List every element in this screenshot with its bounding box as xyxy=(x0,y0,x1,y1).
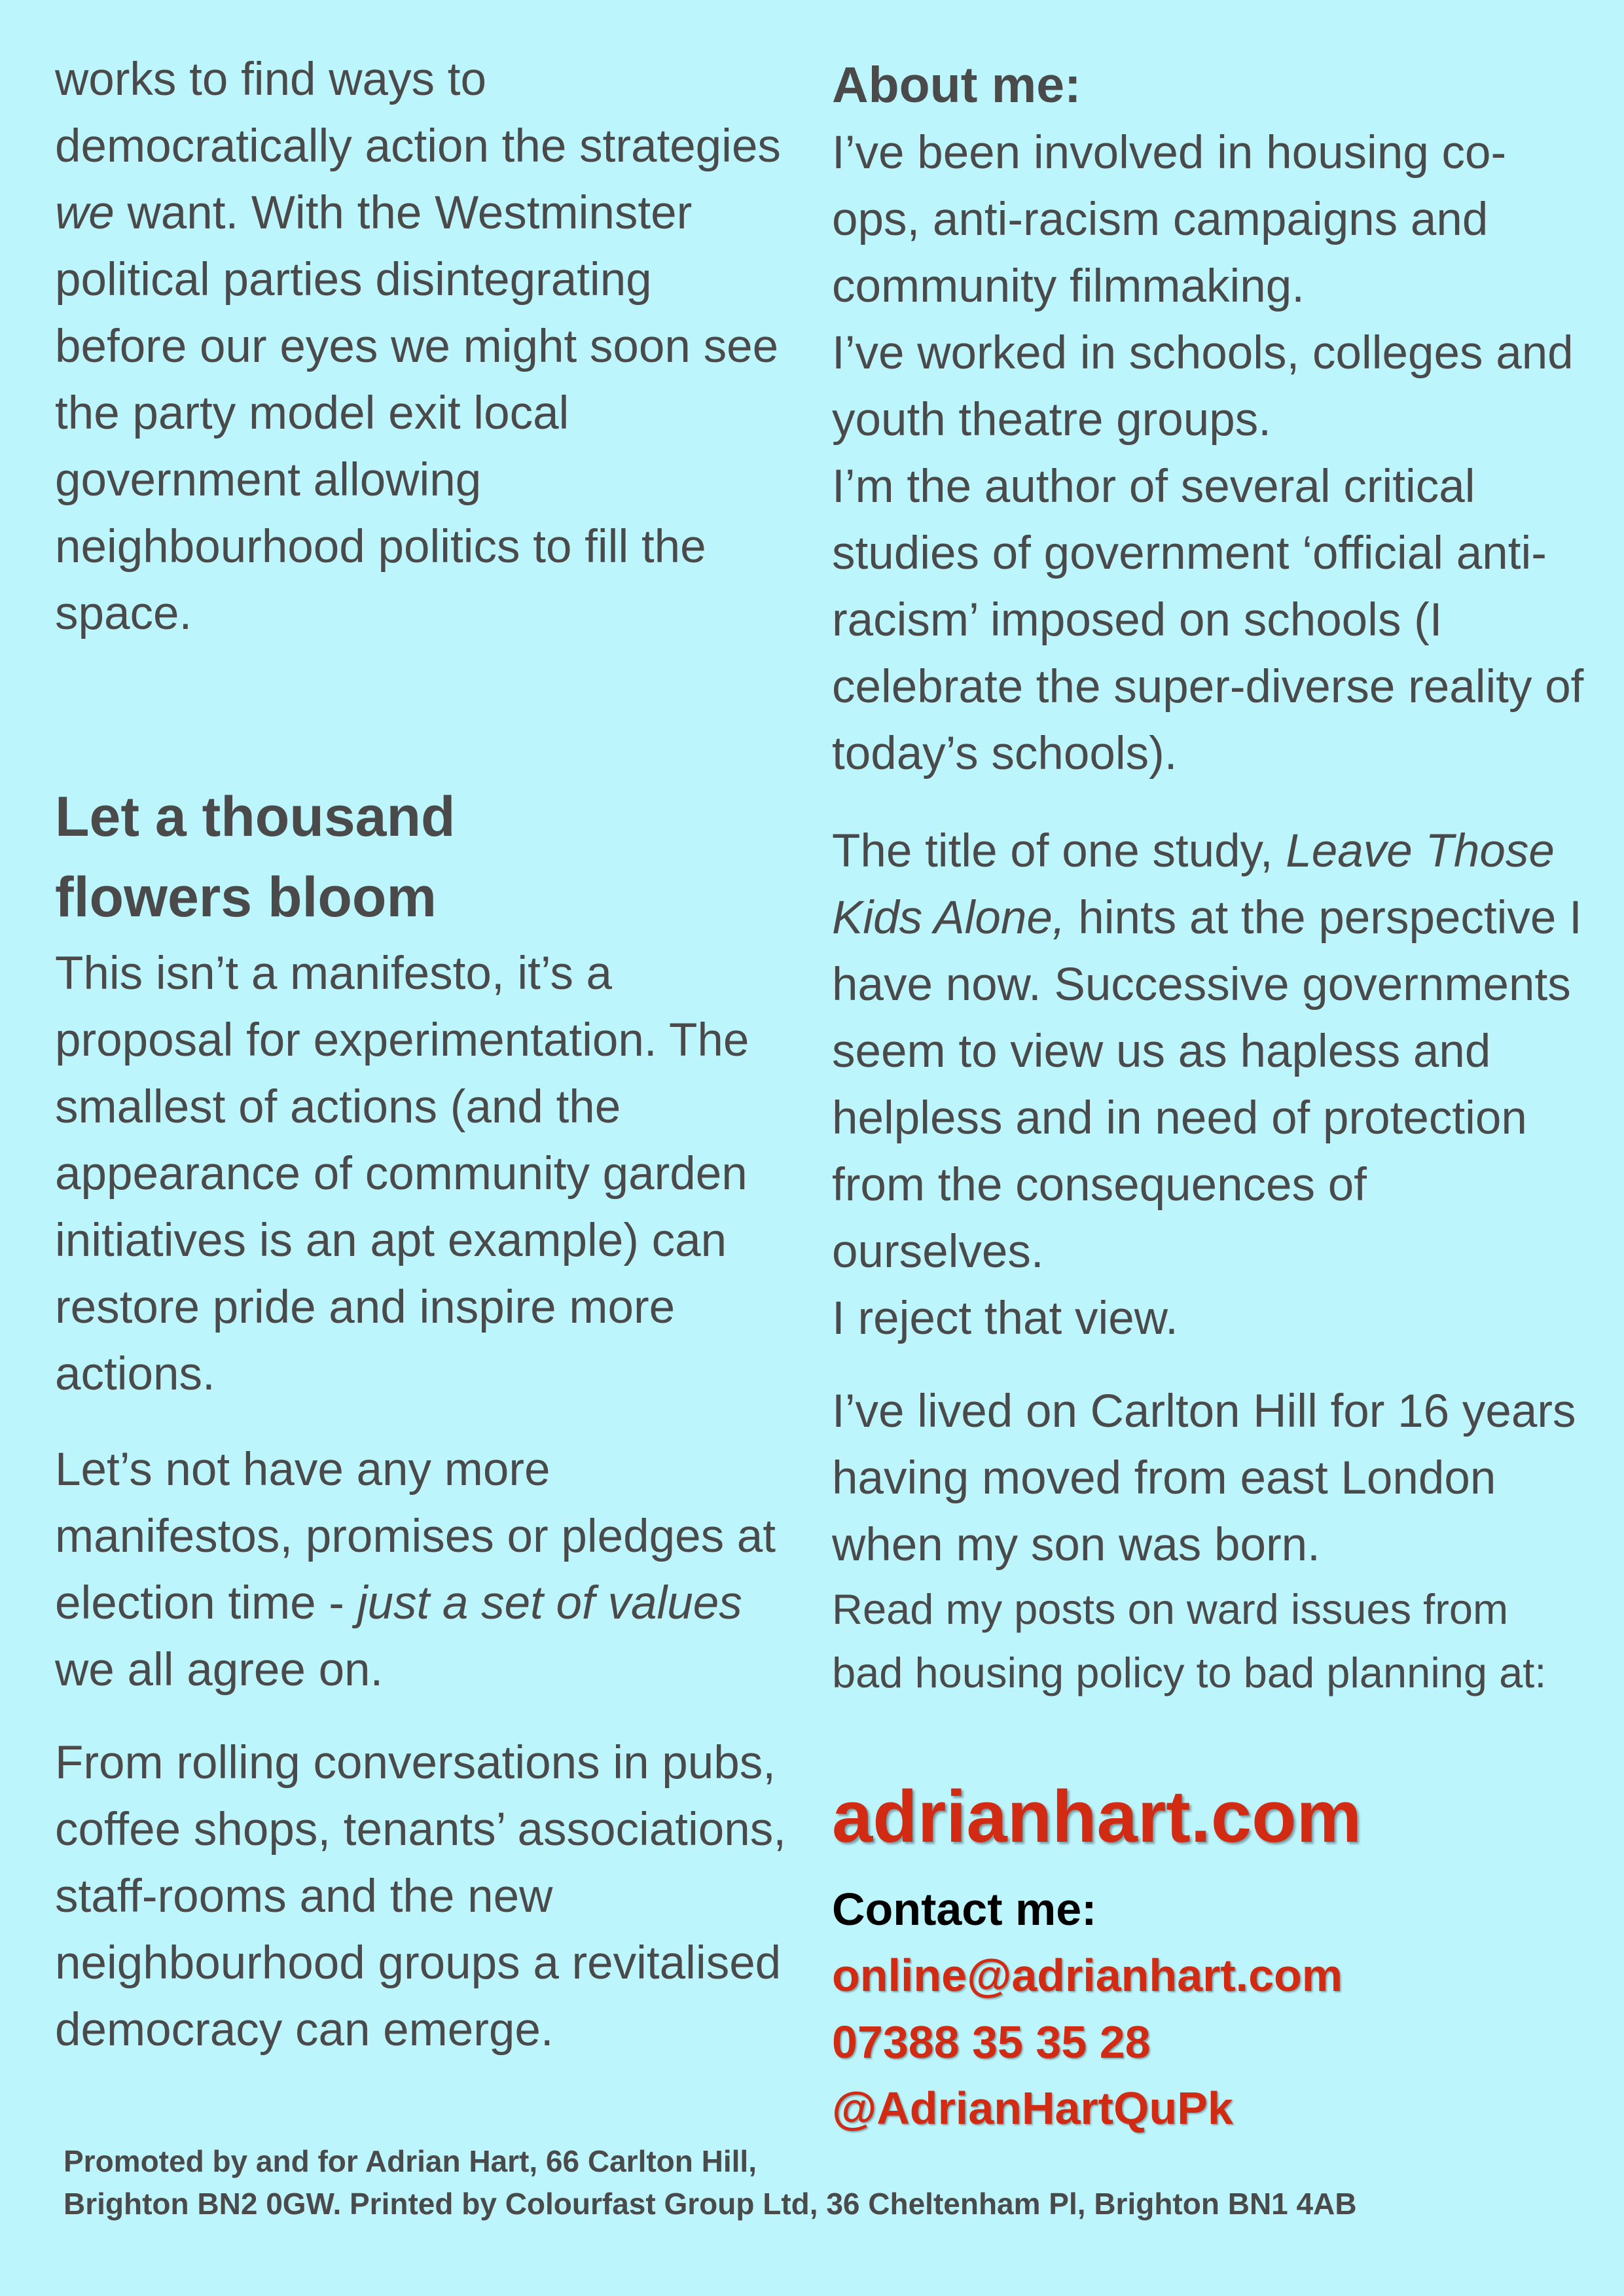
values-text-start: Let’s not have any more manifestos, promises or pledges at election time - xyxy=(55,1444,776,1629)
intro-text-end: want. With the Westminster political parties disintegrating before our eyes we might soon see the party model exit local government allowing neighbourhood politics to fill the space. xyxy=(55,187,779,639)
flowers-heading-line2: flowers bloom xyxy=(55,866,437,929)
study-title-emphasis: Leave Those Kids Alone, xyxy=(832,825,1555,944)
imprint xyxy=(63,2140,1569,2225)
intro-emphasis: we xyxy=(55,187,115,239)
contact-phone-link[interactable]: 07388 35 35 28 xyxy=(832,2017,1151,2068)
conversations-paragraph: From rolling conversations in pubs, coffee shops, tenants’ associations, staff-rooms and the new neighbourhood groups a revitalised democracy can emerge. xyxy=(55,1737,786,2056)
website-link[interactable]: adrianhart.com xyxy=(832,1776,1362,1857)
study-last-line: I reject that view. xyxy=(832,1293,1178,1344)
contact-twitter-link[interactable]: @AdrianHartQuPk xyxy=(832,2083,1233,2134)
flowers-heading-line1: Let a thousand xyxy=(55,785,456,848)
intro-paragraph xyxy=(55,46,795,647)
study-paragraph xyxy=(832,818,1585,1352)
flowers-heading xyxy=(55,777,456,938)
intro-text-start: works to find ways to democratically action the strategies xyxy=(55,54,781,172)
about-paragraph xyxy=(832,120,1585,787)
manifesto-paragraph: This isn’t a manifesto, it’s a proposal for experimentation. The smallest of actions (and the appearance of community garden initiatives is an apt example) can restore pride and inspire more actions. xyxy=(55,948,749,1400)
about-line-schools: I’ve worked in schools, colleges and youth theatre groups. xyxy=(832,327,1574,446)
contact-email-link[interactable]: online@adrianhart.com xyxy=(832,1950,1343,2001)
values-text-end: we all agree on. xyxy=(55,1644,384,1696)
about-line-housing: I’ve been involved in housing co-ops, anti-racism campaigns and community filmmaking. xyxy=(832,127,1507,312)
about-heading: About me: xyxy=(832,57,1081,113)
posts-paragraph: Read my posts on ward issues from bad housing policy to bad planning at: xyxy=(832,1585,1547,1696)
about-line-author: I’m the author of several critical studies of government ‘official anti-racism’ imposed on schools (I celebrate the super-diverse reality of today’s schools). xyxy=(832,461,1584,780)
study-text-start: The title of one study, xyxy=(832,825,1286,877)
imprint-line1: Promoted by and for Adrian Hart, 66 Carlton Hill, xyxy=(63,2144,757,2178)
values-paragraph xyxy=(55,1437,795,1704)
values-emphasis: just a set of values xyxy=(357,1577,742,1629)
study-text-end: hints at the perspective I have now. Successive governments seem to view us as hapless and helpless and in need of protection from the consequences of ourselves. xyxy=(832,892,1582,1278)
lived-paragraph: I’ve lived on Carlton Hill for 16 years having moved from east London when my son was born. xyxy=(832,1386,1576,1571)
imprint-line2: Brighton BN2 0GW. Printed by Colourfast Group Ltd, 36 Cheltenham Pl, Brighton BN1 4AB xyxy=(63,2187,1357,2221)
contact-heading: Contact me: xyxy=(832,1884,1097,1935)
